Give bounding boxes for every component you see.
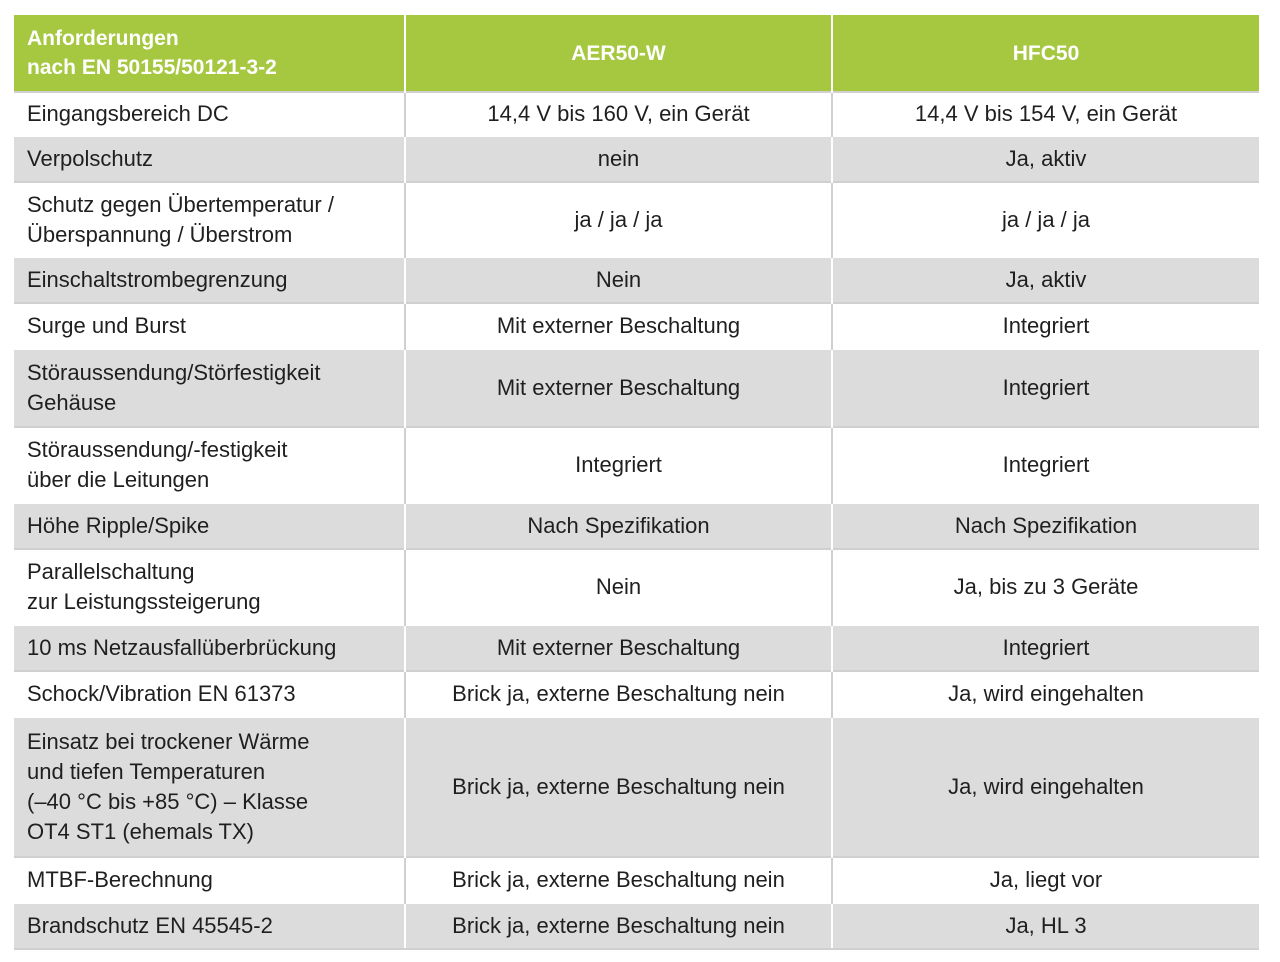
requirement-cell: [14, 549, 405, 625]
requirement-label-line: Surge und Burst: [27, 313, 186, 338]
table-row: [14, 303, 1259, 349]
hfc50-value-cell: Nach Spezifikation: [832, 503, 1259, 549]
requirement-cell: [14, 671, 405, 717]
requirement-label-line: Parallelschaltung: [27, 559, 195, 584]
aer50-w-value-cell: Mit externer Beschaltung: [405, 303, 832, 349]
header-requirements-line1: Anforderungen: [27, 27, 179, 50]
table-row: [14, 257, 1259, 303]
table-row: [14, 717, 1259, 857]
hfc50-value-cell: Integriert: [832, 427, 1259, 503]
aer50-w-value-cell: Nein: [405, 549, 832, 625]
requirement-cell: [14, 303, 405, 349]
aer50-w-value-cell: Integriert: [405, 427, 832, 503]
requirement-cell: [14, 503, 405, 549]
requirement-label-line: Störaussendung/Störfestigkeit: [27, 360, 321, 385]
hfc50-value-cell: ja / ja / ja: [832, 182, 1259, 257]
requirement-label-line: Gehäuse: [27, 390, 117, 415]
requirement-cell: [14, 257, 405, 303]
requirement-label-line: Schutz gegen Übertemperatur /: [27, 191, 334, 217]
requirement-cell: [14, 182, 405, 257]
requirement-label-line: Schock/Vibration EN 61373: [27, 681, 296, 706]
table-header-row: [14, 15, 1259, 92]
table-row: [14, 427, 1259, 503]
comparison-table-container: [14, 15, 1259, 950]
hfc50-value-cell: Integriert: [832, 625, 1259, 671]
requirement-cell: [14, 349, 405, 427]
requirement-cell: [14, 903, 405, 949]
aer50-w-value-cell: Brick ja, externe Beschaltung nein: [405, 903, 832, 949]
header-requirements-line2: nach EN 50155/50121-3-2: [27, 56, 277, 79]
aer50-w-value-cell: Mit externer Beschaltung: [405, 349, 832, 427]
hfc50-value-cell: Integriert: [832, 349, 1259, 427]
aer50-w-value-cell: Brick ja, externe Beschaltung nein: [405, 671, 832, 717]
table-row: [14, 92, 1259, 136]
hfc50-value-cell: 14,4 V bis 154 V, ein Gerät: [832, 92, 1259, 136]
requirement-cell: [14, 136, 405, 182]
aer50-w-value-cell: 14,4 V bis 160 V, ein Gerät: [405, 92, 832, 136]
requirement-cell: [14, 857, 405, 903]
aer50-w-value-cell: Nach Spezifikation: [405, 503, 832, 549]
table-body: [14, 92, 1259, 949]
requirement-label-line: Einschaltstrombegrenzung: [27, 267, 288, 292]
aer50-w-value-cell: Nein: [405, 257, 832, 303]
aer50-w-value-cell: ja / ja / ja: [405, 182, 832, 257]
requirement-label-line: Einsatz bei trockener Wärme: [27, 729, 310, 754]
requirement-label-line: Höhe Ripple/Spike: [27, 513, 210, 538]
hfc50-value-cell: Ja, liegt vor: [832, 857, 1259, 903]
aer50-w-value-cell: Brick ja, externe Beschaltung nein: [405, 857, 832, 903]
requirement-label-line: Verpolschutz: [27, 146, 153, 171]
aer50-w-value-cell: nein: [405, 136, 832, 182]
requirement-label-line: zur Leistungssteigerung: [27, 589, 261, 614]
table-row: [14, 349, 1259, 427]
table-row: [14, 503, 1259, 549]
requirement-label-line: Eingangsbereich DC: [27, 101, 229, 126]
header-aer50-w: AER50-W: [405, 15, 832, 92]
hfc50-value-cell: Ja, HL 3: [832, 903, 1259, 949]
table-row: [14, 182, 1259, 257]
requirement-cell: [14, 427, 405, 503]
requirement-label-line: Brandschutz EN 45545-2: [27, 913, 273, 938]
aer50-w-value-cell: Brick ja, externe Beschaltung nein: [405, 717, 832, 857]
requirement-label-line: MTBF-Berechnung: [27, 867, 213, 892]
hfc50-value-cell: Ja, aktiv: [832, 136, 1259, 182]
requirement-cell: [14, 92, 405, 136]
hfc50-value-cell: Ja, wird eingehalten: [832, 717, 1259, 857]
table-row: [14, 625, 1259, 671]
header-hfc50: HFC50: [832, 15, 1259, 92]
hfc50-value-cell: Ja, wird eingehalten: [832, 671, 1259, 717]
hfc50-value-cell: Integriert: [832, 303, 1259, 349]
hfc50-value-cell: Ja, bis zu 3 Geräte: [832, 549, 1259, 625]
requirement-cell: [14, 625, 405, 671]
requirement-label-line: (–40 °C bis +85 °C) – Klasse: [27, 789, 309, 814]
comparison-table: [14, 15, 1259, 950]
header-requirements: [14, 15, 405, 92]
requirement-cell: [14, 717, 405, 857]
aer50-w-value-cell: Mit externer Beschaltung: [405, 625, 832, 671]
table-row: [14, 857, 1259, 903]
requirement-label-line: Störaussendung/-festigkeit: [27, 437, 288, 462]
requirement-label-line: OT4 ST1 (ehemals TX): [27, 819, 254, 844]
table-row: [14, 549, 1259, 625]
table-row: [14, 136, 1259, 182]
requirement-label-line: 10 ms Netzausfallüberbrückung: [27, 635, 337, 660]
table-row: [14, 903, 1259, 949]
table-row: [14, 671, 1259, 717]
requirement-label-line: über die Leitungen: [27, 467, 210, 492]
requirement-label-line: Überspannung / Überstrom: [27, 221, 293, 247]
requirement-label-line: und tiefen Temperaturen: [27, 759, 266, 784]
hfc50-value-cell: Ja, aktiv: [832, 257, 1259, 303]
